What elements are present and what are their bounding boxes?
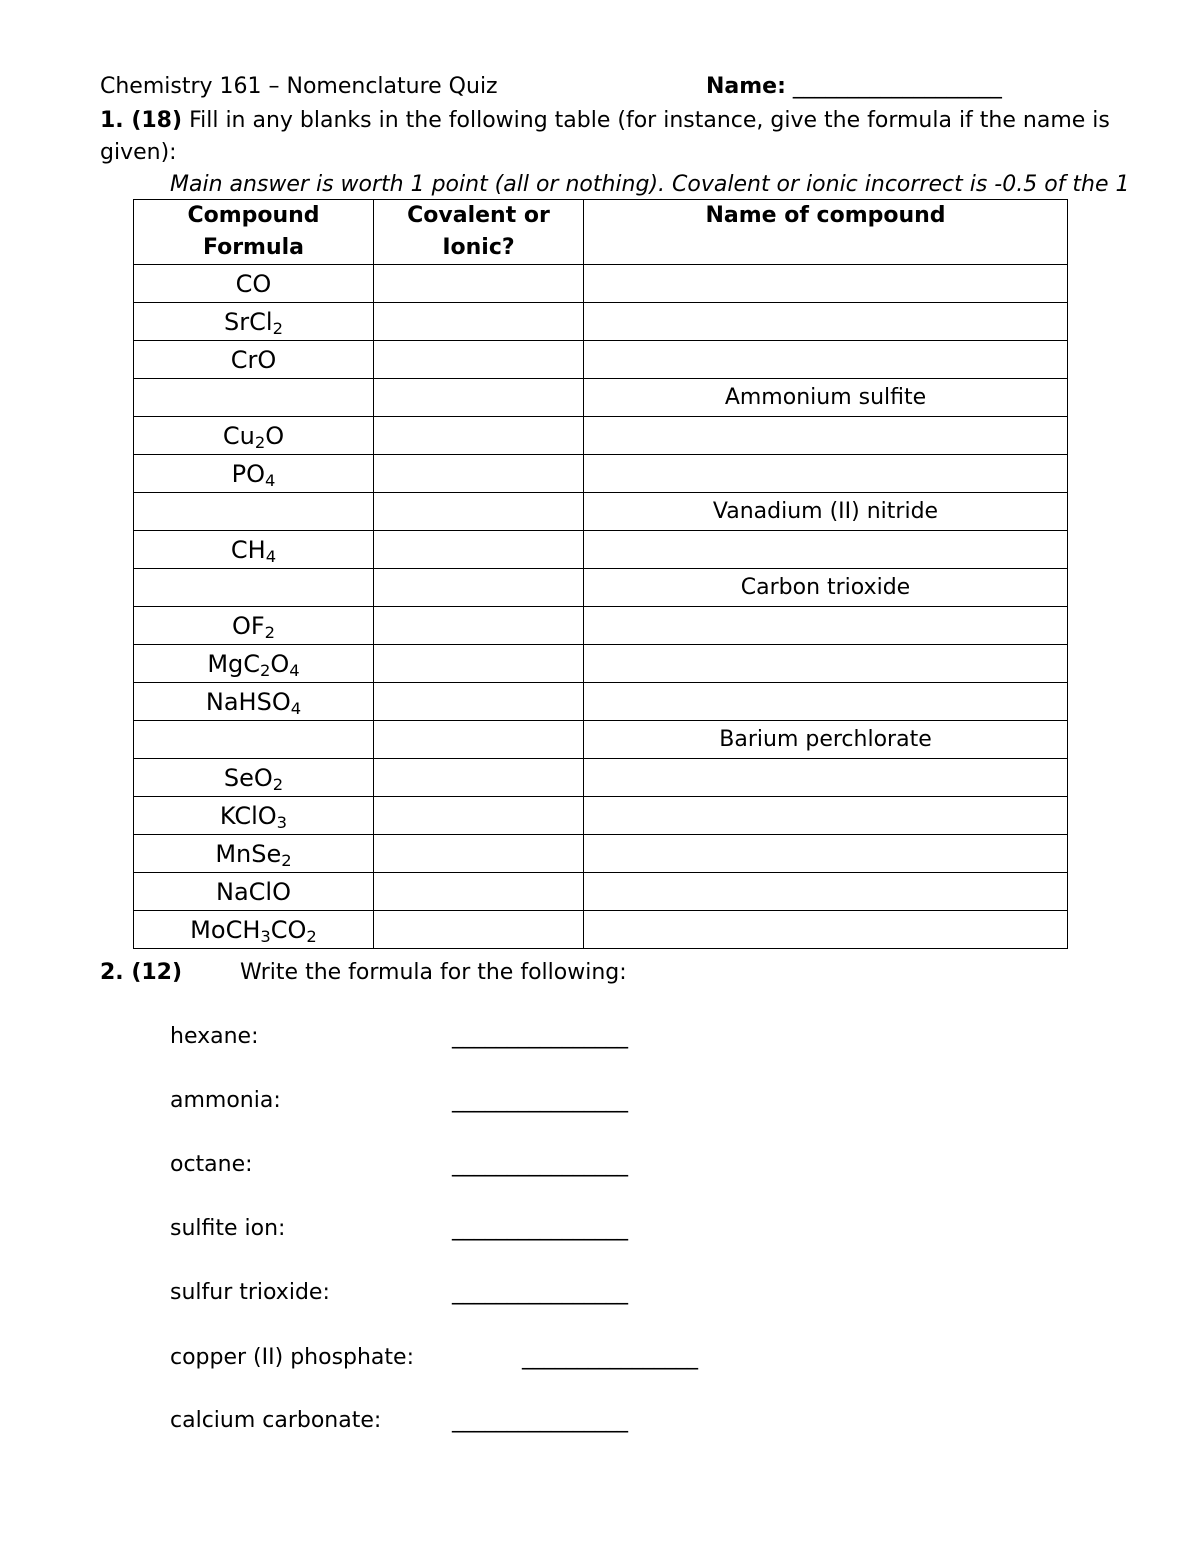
- covalent-ionic-cell[interactable]: [374, 379, 584, 417]
- question-2: [100, 960, 182, 985]
- table-row: [134, 759, 1068, 797]
- formula-cell: $CH_4$: [134, 531, 374, 569]
- compound-name-cell[interactable]: [584, 911, 1068, 949]
- quiz-title: Chemistry 161 – Nomenclature Quiz: [100, 74, 498, 99]
- formula-item-label: ammonia:: [170, 1088, 281, 1113]
- question-2-number: 2. (12): [100, 960, 183, 985]
- compound-name-cell[interactable]: [584, 683, 1068, 721]
- formula-item-label: copper (II) phosphate:: [170, 1345, 414, 1370]
- table-row: [134, 493, 1068, 531]
- covalent-ionic-cell[interactable]: [374, 569, 584, 607]
- formula-cell: SrCl$_2$: [134, 303, 374, 341]
- formula-cell: $MgC_2O_4$: [134, 645, 374, 683]
- covalent-ionic-cell[interactable]: [374, 835, 584, 873]
- header-name-of-compound: Name of compound: [584, 200, 1068, 265]
- covalent-ionic-cell[interactable]: [374, 797, 584, 835]
- table-header-row: [134, 200, 1068, 265]
- covalent-ionic-cell[interactable]: [374, 873, 584, 911]
- formula-answer-blank[interactable]: ________________: [452, 1088, 628, 1113]
- formula-item-label: sulfite ion:: [170, 1216, 286, 1241]
- formula-cell: $OF_2$: [134, 607, 374, 645]
- formula-item-label: hexane:: [170, 1024, 259, 1049]
- formula-cell[interactable]: [134, 721, 374, 759]
- compound-name-cell[interactable]: [584, 455, 1068, 493]
- table-row: [134, 531, 1068, 569]
- name-label: Name:: [706, 74, 786, 99]
- covalent-ionic-cell[interactable]: [374, 759, 584, 797]
- table-row: [134, 341, 1068, 379]
- covalent-ionic-cell[interactable]: [374, 455, 584, 493]
- table-row: [134, 683, 1068, 721]
- formula-cell: $MoCH_3CO_2$: [134, 911, 374, 949]
- formula-cell: $PO_4$: [134, 455, 374, 493]
- header-compound-formula: Compound Formula: [134, 200, 374, 265]
- compound-name-cell[interactable]: [584, 531, 1068, 569]
- name-field[interactable]: [706, 74, 1002, 99]
- table-row: [134, 835, 1068, 873]
- formula-item-label: sulfur trioxide:: [170, 1280, 330, 1305]
- header-covalent-or-ionic: Covalent or Ionic?: [374, 200, 584, 265]
- formula-answer-blank[interactable]: ________________: [452, 1024, 628, 1049]
- covalent-ionic-cell[interactable]: [374, 911, 584, 949]
- covalent-ionic-cell[interactable]: [374, 265, 584, 303]
- covalent-ionic-cell[interactable]: [374, 531, 584, 569]
- question-1-text: Fill in any blanks in the following table (for instance, give the formula if the name is: [189, 108, 1110, 133]
- formula-cell: NaHSO$_4$: [134, 683, 374, 721]
- covalent-ionic-cell[interactable]: [374, 303, 584, 341]
- table-row: [134, 303, 1068, 341]
- table-row: [134, 911, 1068, 949]
- formula-answer-blank[interactable]: ________________: [522, 1345, 698, 1370]
- covalent-ionic-cell[interactable]: [374, 493, 584, 531]
- table-row: [134, 873, 1068, 911]
- grading-note: Main answer is worth 1 point (all or nothing). Covalent or ionic incorrect is -0.5 of the 1: [170, 172, 1130, 197]
- covalent-ionic-cell[interactable]: [374, 607, 584, 645]
- compound-name-cell[interactable]: [584, 797, 1068, 835]
- formula-answer-blank[interactable]: ________________: [452, 1152, 628, 1177]
- formula-answer-blank[interactable]: ________________: [452, 1408, 628, 1433]
- formula-cell: MnSe$_2$: [134, 835, 374, 873]
- question-1: [100, 108, 1110, 133]
- compound-name-cell: Carbon trioxide: [584, 569, 1068, 607]
- formula-item-label: calcium carbonate:: [170, 1408, 382, 1433]
- formula-item-label: octane:: [170, 1152, 253, 1177]
- formula-answer-blank[interactable]: ________________: [452, 1216, 628, 1241]
- nomenclature-table: [133, 199, 1068, 949]
- covalent-ionic-cell[interactable]: [374, 721, 584, 759]
- formula-cell: KClO$_3$: [134, 797, 374, 835]
- covalent-ionic-cell[interactable]: [374, 645, 584, 683]
- covalent-ionic-cell[interactable]: [374, 417, 584, 455]
- table-row: [134, 417, 1068, 455]
- formula-cell[interactable]: [134, 493, 374, 531]
- compound-name-cell[interactable]: [584, 835, 1068, 873]
- formula-answer-blank[interactable]: ________________: [452, 1280, 628, 1305]
- table-row: [134, 455, 1068, 493]
- question-2-text: Write the formula for the following:: [240, 960, 627, 985]
- formula-cell: $Cu_2O$: [134, 417, 374, 455]
- compound-name-cell[interactable]: [584, 341, 1068, 379]
- compound-name-cell[interactable]: [584, 873, 1068, 911]
- formula-cell: CrO: [134, 341, 374, 379]
- table-row: [134, 797, 1068, 835]
- compound-name-cell[interactable]: [584, 265, 1068, 303]
- compound-name-cell[interactable]: [584, 303, 1068, 341]
- formula-cell[interactable]: [134, 379, 374, 417]
- formula-cell: CO: [134, 265, 374, 303]
- compound-name-cell: Ammonium sulfite: [584, 379, 1068, 417]
- covalent-ionic-cell[interactable]: [374, 683, 584, 721]
- table-row: [134, 569, 1068, 607]
- question-1-number: 1. (18): [100, 108, 183, 133]
- compound-name-cell: Barium perchlorate: [584, 721, 1068, 759]
- compound-name-cell: Vanadium (II) nitride: [584, 493, 1068, 531]
- compound-name-cell[interactable]: [584, 645, 1068, 683]
- compound-name-cell[interactable]: [584, 607, 1068, 645]
- name-blank[interactable]: ___________________: [792, 74, 1002, 99]
- table-row: [134, 265, 1068, 303]
- formula-cell: NaClO: [134, 873, 374, 911]
- question-1-text-cont: given):: [100, 140, 177, 165]
- covalent-ionic-cell[interactable]: [374, 341, 584, 379]
- compound-name-cell[interactable]: [584, 417, 1068, 455]
- formula-cell[interactable]: [134, 569, 374, 607]
- formula-cell: SeO$_2$: [134, 759, 374, 797]
- table-row: [134, 607, 1068, 645]
- table-row: [134, 721, 1068, 759]
- table-row: [134, 379, 1068, 417]
- compound-name-cell[interactable]: [584, 759, 1068, 797]
- table-row: [134, 645, 1068, 683]
